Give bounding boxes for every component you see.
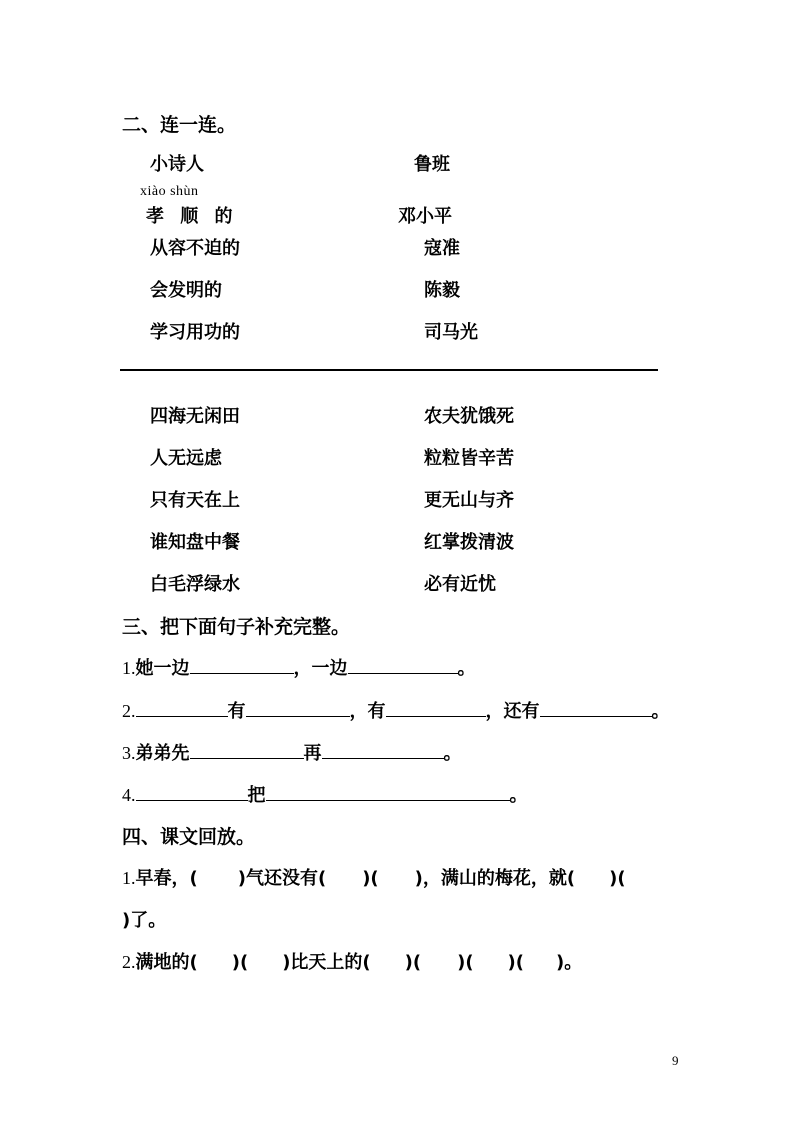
sentence-number: 2. [122,952,136,972]
answer-blank[interactable] [266,782,510,801]
pinyin-annotation: xiào shùn [140,184,199,199]
match1-right-4: 陈毅 [424,280,460,301]
recall-sentence-1-cont [122,906,166,932]
sentence-number: 4. [122,785,136,805]
match1-left-4: 会发明的 [150,280,222,301]
recall-text: )( [507,952,524,973]
match2-left-5: 白毛浮绿水 [150,574,240,595]
recall-text: )( [609,868,626,889]
section2-heading: 二、连一连。 [122,114,237,136]
match1-left-2: 孝 顺 的 [146,206,233,227]
match2-left-1: 四海无闲田 [150,406,240,427]
fill-text: 她一边 [135,658,190,679]
match2-left-4: 谁知盘中餐 [150,532,240,553]
sentence-number: 3. [122,743,136,763]
match1-right-1: 鲁班 [414,154,450,175]
answer-blank[interactable] [190,655,294,674]
answer-blank[interactable] [386,698,486,717]
fill-sentence-3 [122,739,462,765]
answer-blank[interactable] [348,655,458,674]
match1-left-5: 学习用功的 [150,322,240,343]
sentence-number: 1. [122,868,136,888]
sentence-number: 1. [122,658,136,678]
recall-text: )( [457,952,474,973]
section-divider [120,369,658,371]
fill-text: 有 [227,701,246,722]
fill-text: 。 [651,701,670,722]
answer-blank[interactable] [136,782,248,801]
fill-text: 再 [303,743,322,764]
match1-right-2: 邓小平 [398,206,452,227]
match2-right-3: 更无山与齐 [424,490,514,511]
page-number: 9 [672,1053,679,1068]
section4-heading: 四、课文回放。 [122,826,256,848]
answer-blank[interactable] [136,698,228,717]
match2-right-4: 红掌拨清波 [424,532,514,553]
fill-text: 。 [443,743,462,764]
fill-sentence-1 [122,654,476,680]
recall-text: 早春，( [135,868,198,889]
fill-text: 弟弟先 [135,743,190,764]
recall-text: )( [231,952,249,973]
recall-text: )( [404,952,422,973]
answer-blank[interactable] [190,740,304,759]
match2-right-1: 农夫犹饿死 [424,406,514,427]
fill-text: ，有 [349,701,386,722]
match2-right-2: 粒粒皆辛苦 [424,448,514,469]
recall-text: )了。 [122,910,167,931]
recall-text: )。 [556,952,583,973]
recall-text: )，满山的梅花，就( [414,868,576,889]
match1-right-3: 寇准 [424,238,460,259]
answer-blank[interactable] [540,698,652,717]
recall-sentence-2 [122,948,582,974]
answer-blank[interactable] [246,698,350,717]
match2-right-5: 必有近忧 [424,574,496,595]
match2-left-2: 人无远虑 [150,448,222,469]
recall-text: )( [362,868,379,889]
sentence-number: 2. [122,701,136,721]
section3-heading: 三、把下面句子补充完整。 [122,616,351,638]
recall-text: 满地的( [135,952,198,973]
match1-left-3: 从容不迫的 [150,238,240,259]
match1-left-1: 小诗人 [150,154,204,175]
match1-right-5: 司马光 [424,322,478,343]
fill-text: 把 [247,785,266,806]
fill-text: 。 [457,658,476,679]
fill-sentence-2 [122,697,670,723]
fill-sentence-4 [122,781,528,807]
recall-text: )气还没有( [237,868,327,889]
recall-sentence-1 [122,864,626,890]
recall-text: )比天上的( [282,952,371,973]
answer-blank[interactable] [322,740,444,759]
fill-text: 。 [509,785,528,806]
match2-left-3: 只有天在上 [150,490,240,511]
fill-text: ，还有 [485,701,540,722]
fill-text: ，一边 [293,658,348,679]
